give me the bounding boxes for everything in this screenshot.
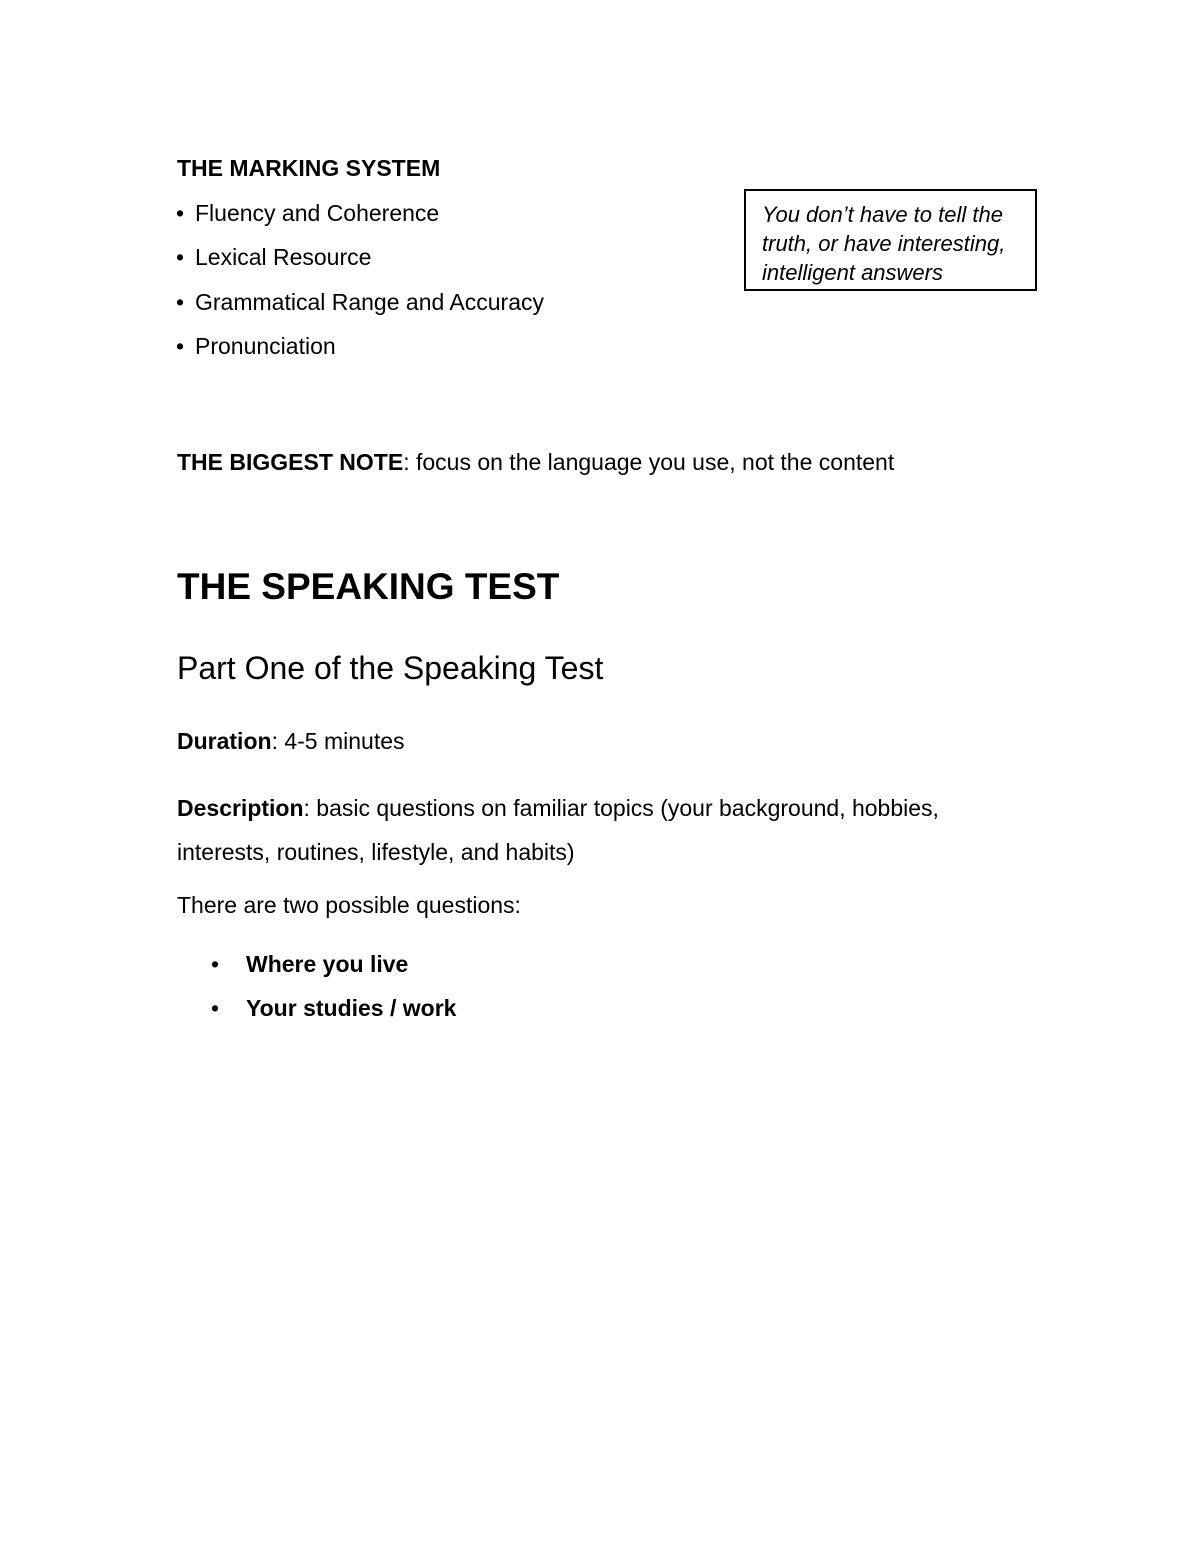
list-item [211,994,456,1038]
callout-box [744,189,1037,291]
description-paragraph [177,786,1037,874]
marking-criteria-list [176,199,544,376]
list-item [176,288,544,332]
list-item [176,332,544,376]
list-item [176,243,544,287]
callout-text: You don’t have to tell the truth, or have interesting, intelligent answers [762,202,1006,285]
duration-label: Duration [177,728,272,754]
questions-intro: There are two possible questions: [177,892,521,918]
marking-system-title: THE MARKING SYSTEM [177,155,441,181]
duration-value: : 4-5 minutes [271,728,405,754]
criterion-fluency: Fluency and Coherence [195,200,440,226]
list-item [211,950,456,994]
biggest-note-text: focus on the language you use, not the content [409,449,895,475]
description-value: : basic questions on familiar topics (your background, hobbies, interests, routines, lifestyle, and habits) [177,795,939,865]
criterion-lexical: Lexical Resource [195,244,372,271]
criterion-pronunciation: Pronunciation [195,332,336,359]
question-studies-work: Your studies / work [246,995,457,1021]
biggest-note [177,448,894,476]
biggest-note-label: THE BIGGEST NOTE [177,449,404,475]
list-item [176,199,544,243]
question-list [211,950,456,1038]
bullet-icon: • [176,244,185,271]
description-label: Description [177,795,304,821]
bullet-icon: • [211,951,220,977]
page-title: THE SPEAKING TEST [177,566,560,607]
bullet-icon: • [176,288,185,315]
duration-line [177,727,405,755]
section-heading: Part One of the Speaking Test [177,650,604,686]
bullet-icon: • [176,332,185,359]
bullet-icon: • [176,200,185,226]
question-where-you-live: Where you live [246,951,409,977]
criterion-grammar: Grammatical Range and Accuracy [195,288,544,315]
biggest-note-separator: : [403,449,410,475]
bullet-icon: • [211,995,220,1021]
